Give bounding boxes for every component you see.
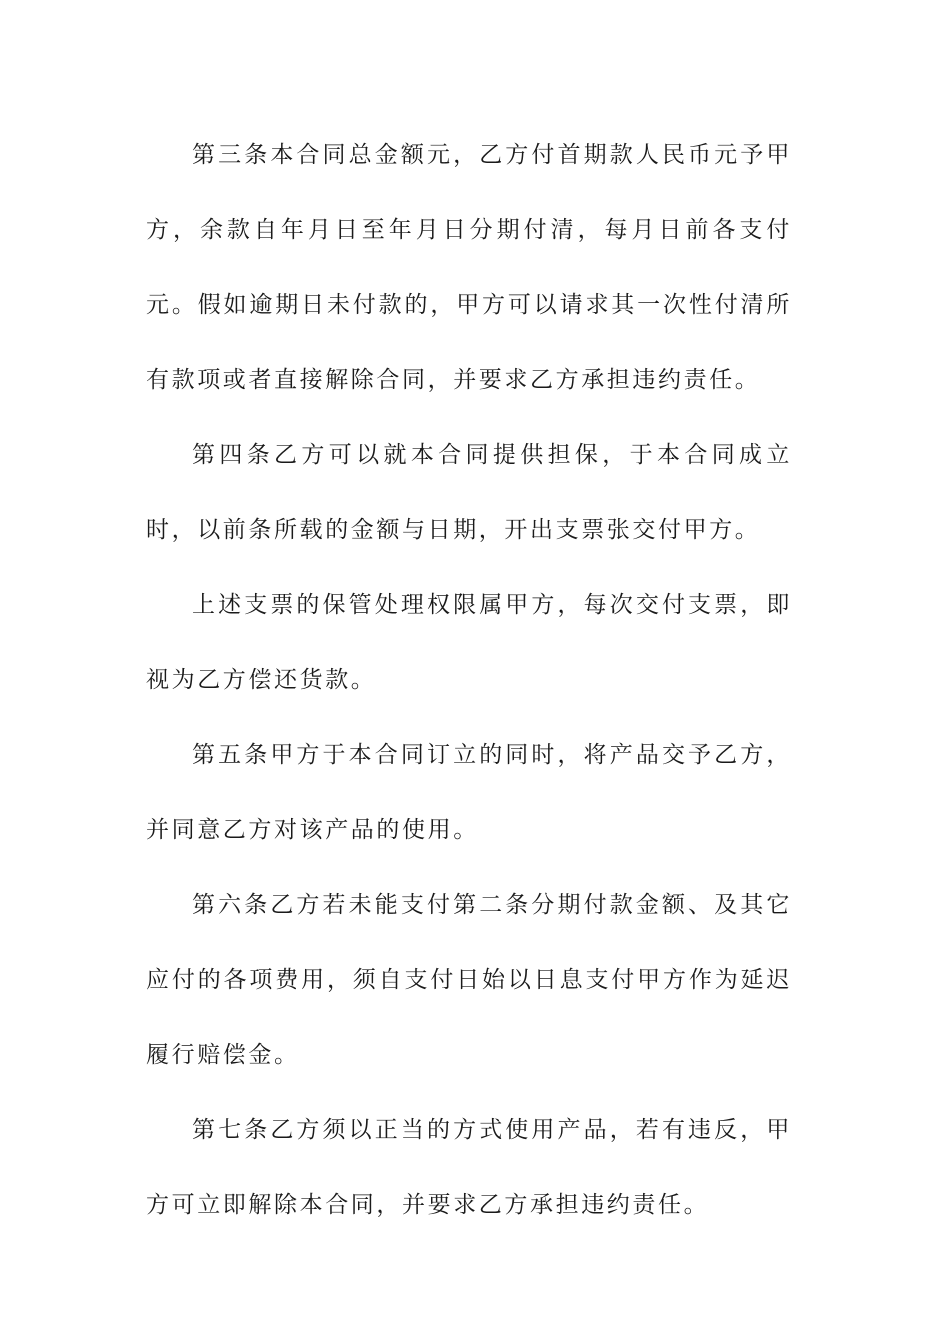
paragraph-article-3: 第三条本合同总金额元，乙方付首期款人民币元予甲方，余款自年月日至年月日分期付清，每月日前各支付元。假如逾期日未付款的，甲方可以请求其一次性付清所有款项或者直接解除合同，并要求乙方承担违约责任。	[146, 142, 792, 393]
paragraph-check-custody: 上述支票的保管处理权限属甲方，每次交付支票，即视为乙方偿还货款。	[146, 592, 792, 693]
paragraph-article-4: 第四条乙方可以就本合同提供担保，于本合同成立时，以前条所载的金额与日期，开出支票张交付甲方。	[146, 442, 792, 543]
document-body	[146, 118, 792, 1243]
paragraph-article-6: 第六条乙方若未能支付第二条分期付款金额、及其它应付的各项费用，须自支付日始以日息支付甲方作为延迟履行赔偿金。	[146, 892, 792, 1068]
paragraph-article-7: 第七条乙方须以正当的方式使用产品，若有违反，甲方可立即解除本合同，并要求乙方承担违约责任。	[146, 1117, 792, 1218]
paragraph-article-5: 第五条甲方于本合同订立的同时，将产品交予乙方，并同意乙方对该产品的使用。	[146, 742, 792, 843]
